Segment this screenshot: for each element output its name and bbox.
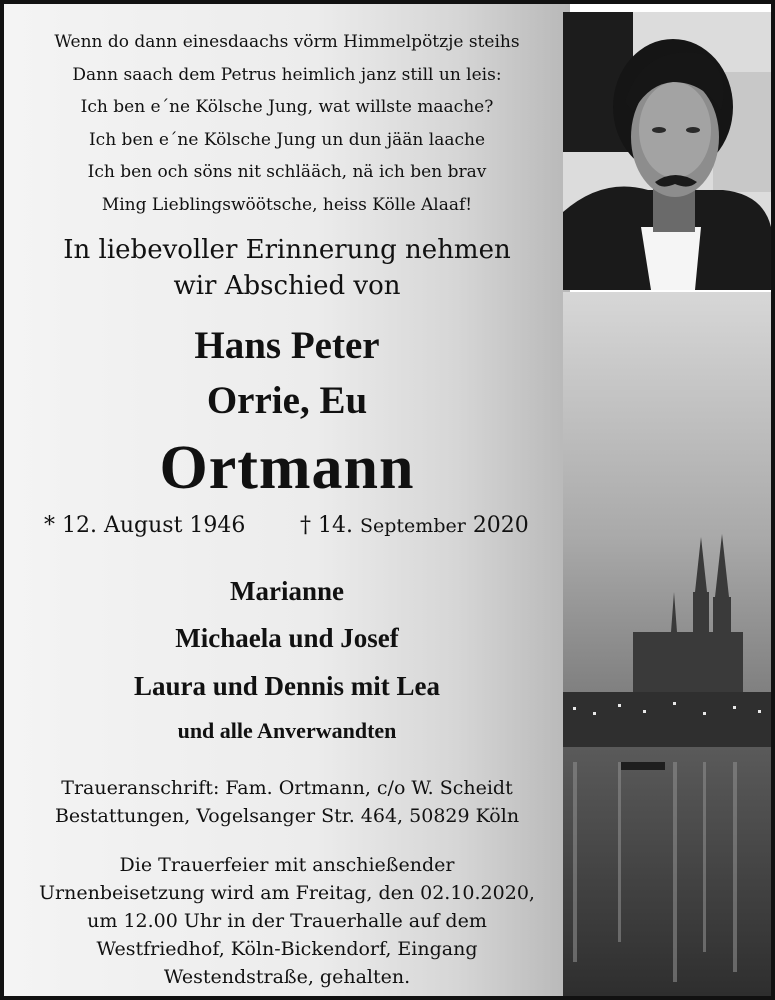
service-line: Westfriedhof, Köln-Bickendorf, Eingang: [96, 938, 478, 960]
mourner-name: Marianne: [230, 576, 344, 606]
service-line: Westendstraße, gehalten.: [163, 966, 411, 988]
death-month: September: [360, 515, 466, 537]
cologne-cathedral-photo: [563, 292, 771, 996]
poem-line: Ich ben e´ne Kölsche Jung un dun jään laache: [88, 129, 486, 150]
death-year: 2020: [472, 513, 529, 538]
service-line: um 12.00 Uhr in der Trauerhalle auf dem: [87, 910, 487, 932]
portrait-photo: [563, 12, 771, 290]
mourning-address: [4, 774, 570, 830]
service-line: Urnenbeisetzung wird am Freitag, den 02.10.2020,: [39, 882, 535, 904]
poem-line: Ich ben och söns nit schlääch, nä ich ben brav: [87, 162, 487, 182]
cross-icon: †: [300, 513, 311, 538]
poem-line: Dann saach dem Petrus heimlich janz still un leis:: [72, 64, 502, 85]
address-line: Traueranschrift: Fam. Ortmann, c/o W. Scheidt: [61, 777, 513, 799]
mourner-name: Michaela und Josef: [175, 623, 399, 653]
death-date: [300, 511, 529, 541]
poem-line: Wenn do dann einesdaachs vörm Himmelpötzje steihs: [54, 32, 520, 52]
intro-line: wir Abschied von: [173, 271, 401, 301]
poem: [4, 26, 570, 221]
surname: Ortmann: [159, 434, 415, 502]
intro-text: [4, 232, 570, 304]
portrait-image: [563, 12, 771, 290]
intro-line: In liebevoller Erinnerung nehmen: [63, 235, 511, 265]
birth-date: [44, 511, 245, 541]
cathedral-skyline-image: [563, 292, 771, 996]
poem-line: Ich ben e´ne Kölsche Jung, wat willste maache?: [80, 97, 494, 117]
first-name: Hans Peter: [194, 324, 380, 367]
death-day: 14.: [318, 513, 353, 538]
service-line: Die Trauerfeier mit anschießender: [119, 854, 455, 876]
poem-line: Ming Lieblingswöötsche, heiss Kölle Alaaf!: [101, 194, 473, 215]
mourner-relatives: und alle Anverwandten: [177, 718, 397, 743]
address-line: Bestattungen, Vogelsanger Str. 464, 50829 Köln: [54, 805, 520, 827]
birth-date-text: 12. August 1946: [62, 513, 246, 538]
nickname: Orrie, Eu: [206, 379, 368, 422]
mourner-name: Laura und Dennis mit Lea: [133, 671, 441, 701]
funeral-service-info: [4, 851, 570, 991]
birth-symbol: *: [44, 513, 55, 538]
